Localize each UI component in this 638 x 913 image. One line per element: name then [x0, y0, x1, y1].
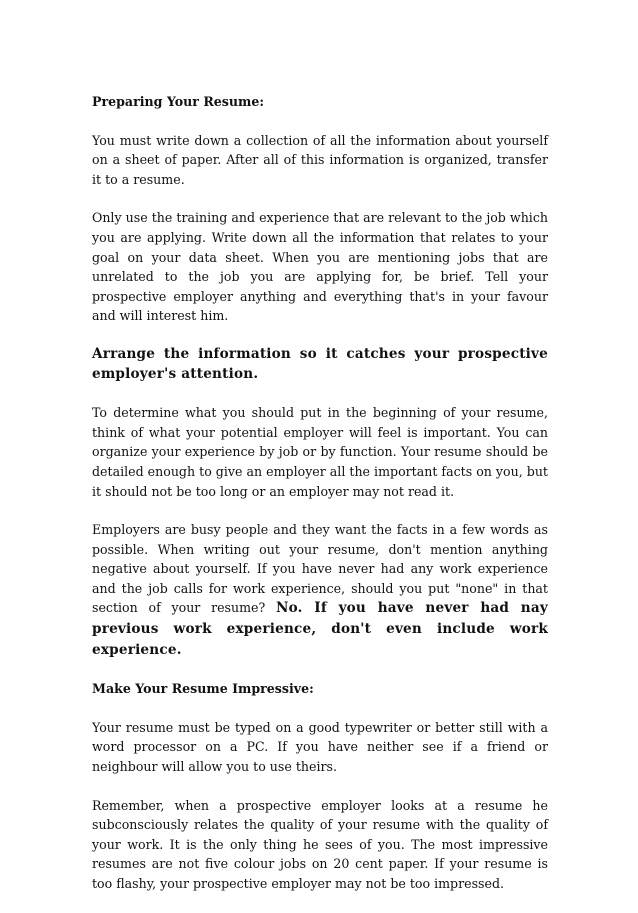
paragraph-collect-info: You must write down a collection of all the information about yourself on a sheet of paper. After all of this information is organized, transfer it to a resume. [92, 132, 548, 187]
section-heading-arrange: Arrange the information so it catches your prospective employer's attention. [92, 345, 548, 382]
paragraph-typed-resume: Your resume must be typed on a good typewriter or better still with a word processor on a PC. If you have neither see if a friend or neighbour will allow you to use theirs. [92, 719, 548, 775]
paragraph-employers-busy-text: Employers are busy people and they want the facts in a few words as possible. When writing out your resume, don't mention anything negative about yourself. If you have never had any work experience and the job calls for work experience, should you put "none" in that section of your resume? [92, 522, 548, 616]
paragraph-employers-busy-emphasis: No. If you have never had nay previous work experience, don't even include work experience. [92, 600, 548, 658]
section-heading-impressive: Make Your Resume Impressive: [92, 681, 314, 697]
paragraph-determine-content: To determine what you should put in the beginning of your resume, think of what your potential employer will feel is important. You can organize your experience by job or by function. Your resume should be detailed enough to give an employer all the important facts on you, but it should not be too long or an employer may not read it. [92, 405, 548, 499]
paragraph-employers-busy [92, 520, 548, 660]
paragraph-relevant-experience: Only use the training and experience that are relevant to the job which you are applying. Write down all the information that relates to your goal on your data sheet. When you are mentioning jobs that are unrelated to the job you are applying for, be brief. Tell your prospective employer anything and everything that's in your favour and will interest him. [92, 210, 548, 324]
paragraph-quality: Remember, when a prospective employer looks at a resume he subconsciously relates the quality of your resume with the quality of your work. It is the only thing he sees of you. The most impressive resumes are not five colour jobs on 20 cent paper. If your resume is too flashy, your prospective employer may not be too impressed. [92, 797, 548, 891]
document-page [92, 92, 548, 913]
section-heading-preparing: Preparing Your Resume: [92, 94, 265, 109]
